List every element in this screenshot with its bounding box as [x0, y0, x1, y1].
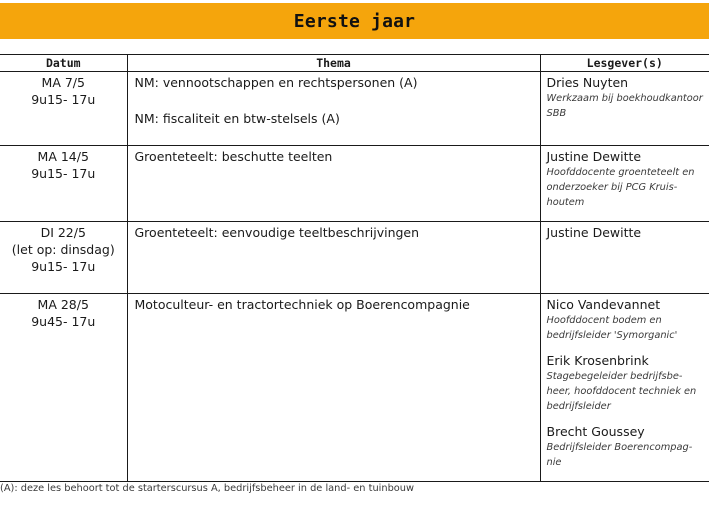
- date-cell: [0, 222, 127, 294]
- lecturer-cell: [540, 72, 709, 146]
- schedule-table: [0, 54, 709, 482]
- footnote: (A): deze les behoort tot de starterscursus A, bedrijfsbeheer in de land- en tuinbouw: [0, 483, 415, 494]
- topic-line: NM: vennootschappen en rechtspersonen (A): [134, 75, 418, 90]
- session-date: MA 7/5: [41, 75, 85, 90]
- lecturer-name: Justine Dewitte: [546, 149, 642, 164]
- lecturer: [547, 423, 704, 470]
- topic-line: NM: fiscaliteit en btw-stelsels (A): [134, 111, 340, 126]
- date-cell: [0, 294, 127, 482]
- lecturer: [547, 352, 704, 414]
- lecturer: [547, 296, 704, 343]
- date-cell: [0, 146, 127, 222]
- session-date: DI 22/5: [40, 225, 86, 240]
- date-cell: [0, 72, 127, 146]
- column-header-topic: Thema: [127, 55, 540, 72]
- topic-line: Motoculteur- en tractortechniek op Boerencompagnie: [134, 297, 470, 312]
- session-date: MA 28/5: [37, 297, 89, 312]
- lecturer-name: Justine Dewitte: [546, 225, 642, 240]
- lecturer-cell: [540, 146, 709, 222]
- session-time: 9u15- 17u: [31, 166, 96, 181]
- session-date: MA 14/5: [37, 149, 89, 164]
- table-row: [0, 72, 709, 146]
- session-note: (let op: dinsdag): [11, 242, 115, 257]
- topic-cell: [127, 72, 540, 146]
- page-title: Eerste jaar: [293, 10, 416, 32]
- table-row: [0, 294, 709, 482]
- topic-cell: [127, 146, 540, 222]
- session-time: 9u45- 17u: [31, 314, 96, 329]
- lecturer-cell: [540, 222, 709, 294]
- lecturer-role: Hoofddocent bodem en bedrijfsleider 'Symorganic': [546, 315, 678, 341]
- lecturer: [547, 148, 704, 210]
- column-header-lecturer: Lesgever(s): [540, 55, 709, 72]
- column-header-date: Datum: [0, 55, 127, 72]
- lecturer-role: Stagebegeleider bedrijfsbe-heer, hoofddocent techniek en bedrijfsleider: [546, 371, 697, 412]
- lecturer-name: Brecht Goussey: [546, 424, 645, 439]
- table-row: [0, 146, 709, 222]
- lecturer-name: Erik Krosenbrink: [546, 353, 649, 368]
- topic-line: Groenteteelt: eenvoudige teeltbeschrijvingen: [134, 225, 420, 240]
- topic-line: Groenteteelt: beschutte teelten: [134, 149, 333, 164]
- lecturer: [547, 224, 704, 241]
- title-banner: [0, 3, 709, 39]
- topic-cell: [127, 222, 540, 294]
- table-row: [0, 222, 709, 294]
- lecturer-name: Dries Nuyten: [546, 75, 629, 90]
- header-row: [0, 55, 709, 72]
- lecturer-role: Bedrijfsleider Boerencompag-nie: [546, 442, 693, 468]
- lecturer-role: Hoofddocente groenteteelt en onderzoeker bij PCG Kruis-houtem: [546, 167, 695, 208]
- session-time: 9u15- 17u: [31, 259, 96, 274]
- lecturer-cell: [540, 294, 709, 482]
- lecturer-role: Werkzaam bij boekhoudkantoor SBB: [546, 93, 703, 119]
- lecturer: [547, 74, 704, 121]
- topic-cell: [127, 294, 540, 482]
- lecturer-name: Nico Vandevannet: [546, 297, 661, 312]
- session-time: 9u15- 17u: [31, 92, 96, 107]
